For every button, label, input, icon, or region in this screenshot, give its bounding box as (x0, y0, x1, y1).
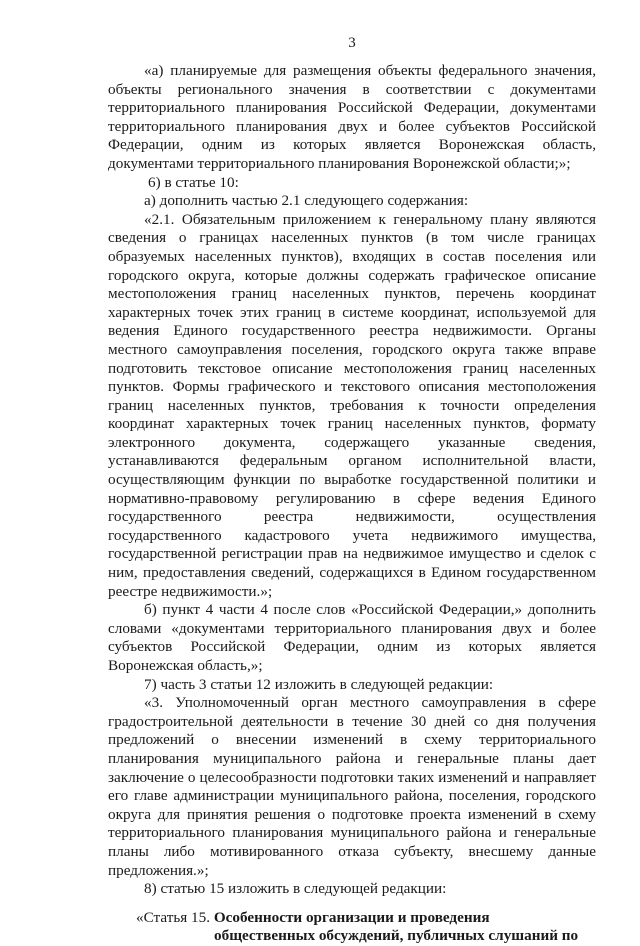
paragraph-item-6b: б) пункт 4 части 4 после слов «Российской Федерации,» дополнить словами «документами территориального планирования двух и более субъектов Российской Федерации, одним из которых является Воронежская область,»; (108, 601, 596, 674)
paragraph-item-2-1: «2.1. Обязательным приложением к генеральному плану являются сведения о границах населенных пунктов (в том числе границах образуемых населенных пунктов), входящих в состав поселения или городского округа, которые должны содержать графическое описание местоположения границ населенных пунктов, перечень координат характерных точек этих границ в системе координат, используемой для ведения Единого государственного реестра недвижимости. Органы местного самоуправления поселения, городского округа также вправе подготовить текстовое описание местоположения границ населенных пунктов. Формы графического и текстового описания местоположения границ населенных пунктов, требования к точности определения координат характерных точек границ населенных пунктов, формату электронного документа, содержащего указанные сведения, устанавливаются федеральным органом исполнительной власти, осуществляющим функции по выработке государственной политики и нормативно-правовому регулированию в сфере ведения Единого государственного реестра недвижимости, осуществления государственного кадастрового учета недвижимого имущества, государственной регистрации прав на недвижимое имущество и сделок с ним, предоставления сведений, содержащихся в Едином государственном реестре недвижимости.»; (108, 210, 596, 600)
paragraph-item-7: 7) часть 3 статьи 12 изложить в следующей редакции: (144, 675, 494, 693)
article-title-line-1: Особенности организации и проведения (213, 908, 490, 926)
paragraph-item-6: 6) в статье 10: (148, 173, 239, 191)
article-lead: «Статья 15. (136, 908, 211, 926)
page-number: 3 (348, 35, 356, 51)
paragraph-item-8: 8) статью 15 изложить в следующей редакции: (144, 880, 447, 898)
paragraph-item-6a: а) дополнить частью 2.1 следующего содержания: (144, 192, 469, 210)
article-15-heading (108, 909, 596, 946)
article-title-line-2: общественных обсуждений, публичных слушаний по (214, 927, 579, 945)
paragraph-item-a: «а) планируемые для размещения объекты федерального значения, объекты регионального значения в соответствии с документами территориального планирования Российской Федерации, документами территориального планирования двух и более субъектов Российской Федерации, одним из которых является Воронежская область, документами территориального планирования Воронежской области;»; (108, 62, 596, 172)
paragraph-item-3: «3. Уполномоченный орган местного самоуправления в сфере градостроительной деятельности в течение 30 дней со дня получения предложений о внесении изменений в схему территориального планирования муниципального района и генеральные планы дает заключение о целесообразности подготовки таких изменений и направляет его главе администрации муниципального района, поселения, городского округа для принятия решения о подготовке проекта изменений в схему территориального планирования муниципального района и генеральные планы либо мотивированного отказа субъекту, внесшему данные предложения.»; (108, 694, 596, 879)
document-page (108, 34, 596, 946)
